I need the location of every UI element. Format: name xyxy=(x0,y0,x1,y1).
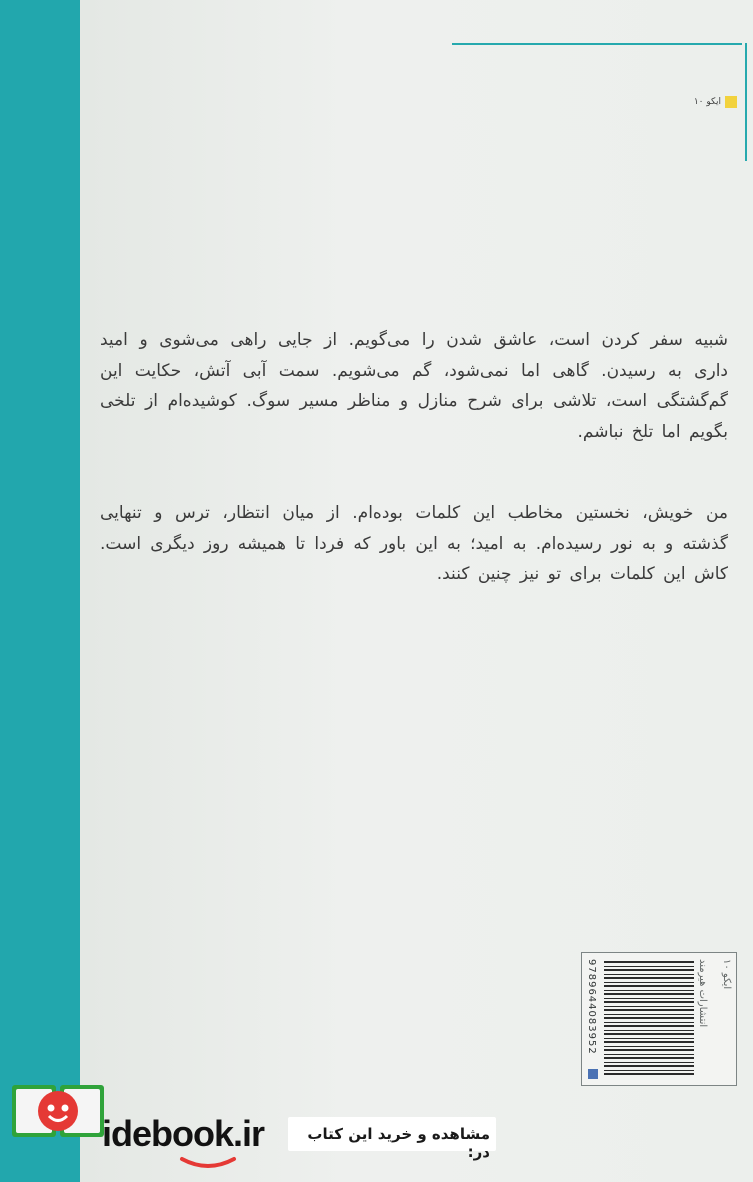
blurb-paragraph-1: شبیه سفر کردن است، عاشق شدن را می‌گویم. از جایی راهی می‌شوی و امید داری به رسیدن. گاهی اما نمی‌شود، گم می‌شویم. سمت آبی آتش، حکایت این گم‌گشتگی است، تلاشی برای شرح منازل و مناظر مسیر سوگ. کوشیده‌ام از تلخی بگویم اما تلخ نباشم. xyxy=(100,330,728,442)
logo-wordmark: idebook.ir xyxy=(102,1113,265,1154)
barcode-bars xyxy=(604,961,694,1075)
publisher-label: انتشارات هیرمند xyxy=(697,959,708,1028)
purchase-banner-text: مشاهده و خرید این کتاب در: xyxy=(307,1125,490,1161)
blurb-paragraph-2: من خویش، نخستین مخاطب این کلمات بوده‌ام. از میان انتظار، ترس و تنهایی گذشته و به نور رسیده‌ام. به امید؛ به این باور که فردا تا همیشه روز دیگری است. کاش این کلمات برای تو نیز چنین کنند. xyxy=(100,503,728,584)
smile-arc-icon xyxy=(178,1155,238,1171)
right-accent-line xyxy=(745,43,747,161)
barcode-series-label: ایکو ۱۰ xyxy=(721,959,732,990)
purchase-banner[interactable] xyxy=(288,1117,496,1161)
top-accent-line xyxy=(452,43,742,45)
barcode-panel xyxy=(581,952,737,1086)
footer-logo[interactable] xyxy=(0,1077,300,1177)
isbn-number: 9789644083952 xyxy=(586,959,597,1055)
series-label: ایکو ۱۰ xyxy=(693,97,721,107)
open-book-logo-icon xyxy=(12,1077,104,1145)
yellow-square-icon xyxy=(725,96,737,108)
spine-band xyxy=(0,0,80,1182)
barcode-marker-icon xyxy=(588,1069,598,1079)
series-tag xyxy=(694,95,737,109)
